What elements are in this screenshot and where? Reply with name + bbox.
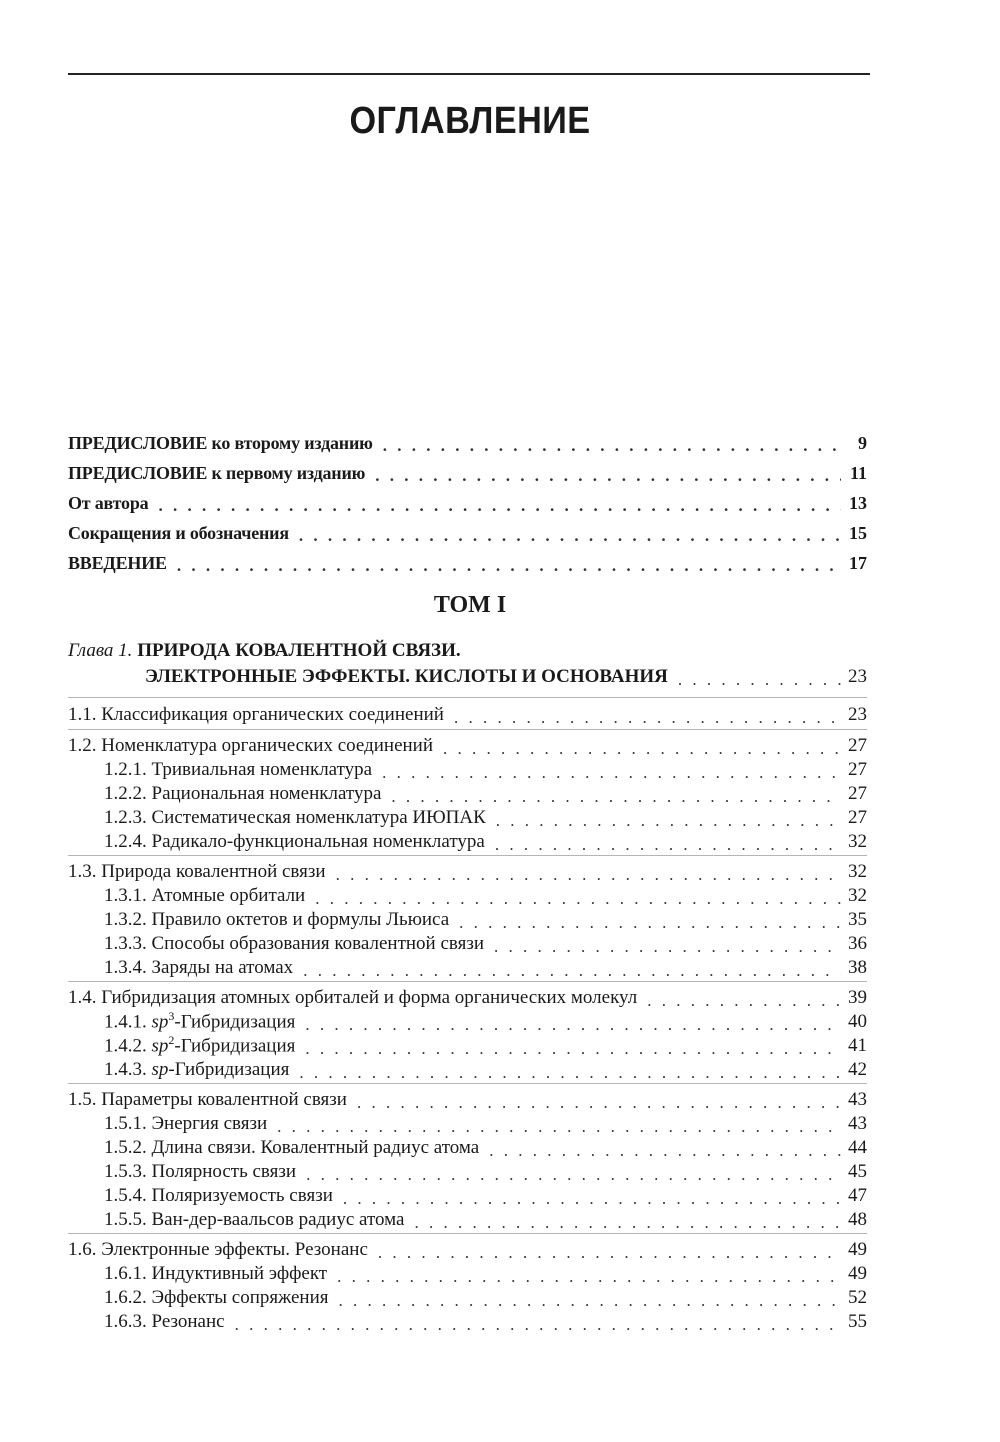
- toc-entry-page: 13: [849, 493, 867, 513]
- leader-dots: [158, 497, 841, 514]
- leader-dots: [678, 671, 841, 688]
- toc-subsection-1-3-2[interactable]: [104, 905, 867, 931]
- toc-entry-label: 1.2.1. Тривиальная номенклатура: [104, 759, 373, 780]
- toc-subsection-1-4-3[interactable]: [104, 1055, 867, 1081]
- toc-entry-label: 1.6.3. Резонанс: [104, 1311, 225, 1332]
- orbital-superscript: 3: [168, 1008, 175, 1023]
- toc-subsection-1-2-3[interactable]: [104, 803, 867, 829]
- toc-subsection-1-5-4[interactable]: [104, 1181, 867, 1207]
- toc-subsection-1-3-1[interactable]: [104, 881, 867, 907]
- section-divider: [68, 729, 867, 730]
- toc-section-1-3[interactable]: [68, 857, 867, 883]
- toc-subsection-1-3-4[interactable]: [104, 953, 867, 979]
- toc-entry-page: 32: [848, 885, 867, 906]
- toc-section-1-6[interactable]: [68, 1235, 867, 1261]
- toc-entry-page: 44: [848, 1137, 867, 1158]
- toc-entry-label: ПРЕДИСЛОВИЕ ко второму изданию: [68, 433, 373, 453]
- toc-entry-label: 1.5. Параметры ковалентной связи: [68, 1089, 347, 1110]
- leader-dots: [299, 527, 841, 544]
- section-divider: [68, 697, 867, 698]
- leader-dots: [375, 467, 841, 484]
- toc-entry-label: 1.5.2. Длина связи. Ковалентный радиус атома: [104, 1137, 480, 1158]
- toc-entry-page: 43: [848, 1113, 867, 1134]
- subsection-text: -Гибридизация: [174, 1011, 296, 1032]
- toc-entry-page: 42: [848, 1059, 867, 1080]
- leader-dots: [235, 1316, 841, 1333]
- toc-subsection-1-5-3[interactable]: [104, 1157, 867, 1183]
- toc-entry-page: 32: [848, 831, 867, 852]
- toc-entry-page: 32: [848, 861, 867, 882]
- toc-entry-label: 1.3.2. Правило октетов и формулы Льюиса: [104, 909, 450, 930]
- subsection-text: -Гибридизация: [174, 1035, 296, 1056]
- subsection-number: 1.4.1.: [104, 1011, 147, 1032]
- toc-entry-page: 41: [848, 1035, 867, 1056]
- section-divider: [68, 1233, 867, 1234]
- toc-entry-label: От автора: [68, 493, 149, 513]
- toc-entry-label: 1.4. Гибридизация атомных орбиталей и форма органических молекул: [68, 987, 638, 1008]
- toc-entry-label: [104, 1009, 295, 1033]
- toc-subsection-1-2-4[interactable]: [104, 827, 867, 853]
- toc-entry-page: 17: [849, 553, 867, 573]
- chapter-heading-line2[interactable]: [145, 662, 867, 688]
- toc-entry-label: 1.5.4. Поляризуемость связи: [104, 1185, 333, 1206]
- leader-dots: [299, 1064, 841, 1081]
- toc-entry-page: 23: [848, 666, 867, 687]
- toc-entry-page: 36: [848, 933, 867, 954]
- toc-entry-label: [104, 1033, 295, 1057]
- toc-entry-label: 1.2. Номенклатура органических соединений: [68, 735, 434, 756]
- toc-entry-page: 38: [848, 957, 867, 978]
- leader-dots: [383, 437, 841, 454]
- chapter-title-line2: ЭЛЕКТРОННЫЕ ЭФФЕКТЫ. КИСЛОТЫ И ОСНОВАНИЯ: [145, 666, 668, 687]
- leader-dots: [454, 709, 841, 726]
- toc-subsection-1-6-3[interactable]: [104, 1307, 867, 1333]
- toc-entry-preface-first[interactable]: [68, 458, 867, 484]
- leader-dots: [303, 962, 841, 979]
- toc-subsection-1-5-2[interactable]: [104, 1133, 867, 1159]
- toc-entry-label: ПРЕДИСЛОВИЕ к первому изданию: [68, 463, 366, 483]
- toc-entry-page: 27: [848, 759, 867, 780]
- toc-entry-label: Сокращения и обозначения: [68, 523, 289, 543]
- chapter-heading-line1[interactable]: [68, 640, 867, 662]
- toc-subsection-1-6-1[interactable]: [104, 1259, 867, 1285]
- toc-entry-introduction[interactable]: [68, 548, 867, 574]
- chapter-prefix: Глава 1.: [68, 640, 133, 661]
- toc-entry-page: 55: [848, 1311, 867, 1332]
- toc-entry-page: 11: [849, 463, 867, 483]
- toc-entry-label: 1.5.1. Энергия связи: [104, 1113, 268, 1134]
- toc-entry-page: 49: [848, 1263, 867, 1284]
- toc-entry-label: [104, 1059, 289, 1081]
- toc-subsection-1-6-2[interactable]: [104, 1283, 867, 1309]
- chapter-title-line1: ПРИРОДА КОВАЛЕНТНОЙ СВЯЗИ.: [137, 640, 461, 661]
- toc-section-1-4[interactable]: [68, 983, 867, 1009]
- leader-dots: [177, 557, 841, 574]
- toc-entry-label: 1.6. Электронные эффекты. Резонанс: [68, 1239, 368, 1260]
- subsection-number: 1.4.2.: [104, 1035, 147, 1056]
- orbital-superscript: 2: [168, 1032, 175, 1047]
- toc-section-1-1[interactable]: [68, 700, 867, 726]
- leader-dots: [415, 1214, 842, 1231]
- toc-entry-page: 9: [858, 433, 867, 453]
- subsection-number: 1.4.3.: [104, 1059, 147, 1080]
- toc-entry-label: 1.3.1. Атомные орбитали: [104, 885, 306, 906]
- section-divider: [68, 981, 867, 982]
- toc-section-1-2[interactable]: [68, 731, 867, 757]
- toc-entry-label: 1.5.5. Ван-дер-ваальсов радиус атома: [104, 1209, 405, 1230]
- leader-dots: [495, 836, 841, 853]
- toc-entry-label: 1.3.4. Заряды на атомах: [104, 957, 294, 978]
- toc-section-1-5[interactable]: [68, 1085, 867, 1111]
- section-divider: [68, 1083, 867, 1084]
- toc-subsection-1-4-2[interactable]: [104, 1031, 867, 1057]
- toc-subsection-1-5-5[interactable]: [104, 1205, 867, 1231]
- toc-entry-label: 1.6.2. Эффекты сопряжения: [104, 1287, 329, 1308]
- toc-subsection-1-5-1[interactable]: [104, 1109, 867, 1135]
- toc-entry-label: 1.1. Классификация органических соединений: [68, 704, 444, 725]
- toc-entry-label: 1.5.3. Полярность связи: [104, 1161, 297, 1182]
- toc-subsection-1-4-1[interactable]: [104, 1007, 867, 1033]
- volume-title: ТОМ I: [433, 592, 507, 618]
- toc-entry-page: 27: [848, 735, 867, 756]
- toc-entry-label: 1.2.3. Систематическая номенклатура ИЮПАК: [104, 807, 486, 828]
- toc-entry-page: 35: [848, 909, 867, 930]
- toc-entry-from-author[interactable]: [68, 488, 867, 514]
- toc-entry-page: 40: [848, 1011, 867, 1032]
- orbital-symbol: sp: [151, 1011, 169, 1032]
- orbital-symbol: sp: [151, 1059, 169, 1080]
- toc-entry-page: 47: [848, 1185, 867, 1206]
- toc-entry-page: 23: [848, 704, 867, 725]
- toc-entry-abbreviations[interactable]: [68, 518, 867, 544]
- toc-entry-page: 39: [848, 987, 867, 1008]
- toc-entry-page: 27: [848, 807, 867, 828]
- toc-subsection-1-2-2[interactable]: [104, 779, 867, 805]
- toc-entry-label: 1.3. Природа ковалентной связи: [68, 861, 326, 882]
- header-rule: [68, 73, 870, 75]
- subsection-text: -Гибридизация: [168, 1059, 290, 1080]
- toc-entry-preface-second[interactable]: [68, 428, 867, 454]
- page-title: ОГЛАВЛЕНИЕ: [349, 100, 591, 142]
- toc-subsection-1-3-3[interactable]: [104, 929, 867, 955]
- section-divider: [68, 855, 867, 856]
- toc-entry-page: 48: [848, 1209, 867, 1230]
- toc-entry-page: 52: [848, 1287, 867, 1308]
- toc-entry-label: 1.2.2. Рациональная номенклатура: [104, 783, 382, 804]
- toc-entry-page: 15: [849, 523, 867, 543]
- toc-entry-label: 1.3.3. Способы образования ковалентной связи: [104, 933, 485, 954]
- toc-entry-label: ВВЕДЕНИЕ: [68, 553, 167, 573]
- orbital-symbol: sp: [151, 1035, 169, 1056]
- toc-entry-label: 1.6.1. Индуктивный эффект: [104, 1263, 328, 1284]
- toc-entry-page: 49: [848, 1239, 867, 1260]
- toc-entry-page: 27: [848, 783, 867, 804]
- toc-entry-label: 1.2.4. Радикало-функциональная номенклатура: [104, 831, 485, 852]
- toc-entry-page: 45: [848, 1161, 867, 1182]
- toc-subsection-1-2-1[interactable]: [104, 755, 867, 781]
- toc-entry-page: 43: [848, 1089, 867, 1110]
